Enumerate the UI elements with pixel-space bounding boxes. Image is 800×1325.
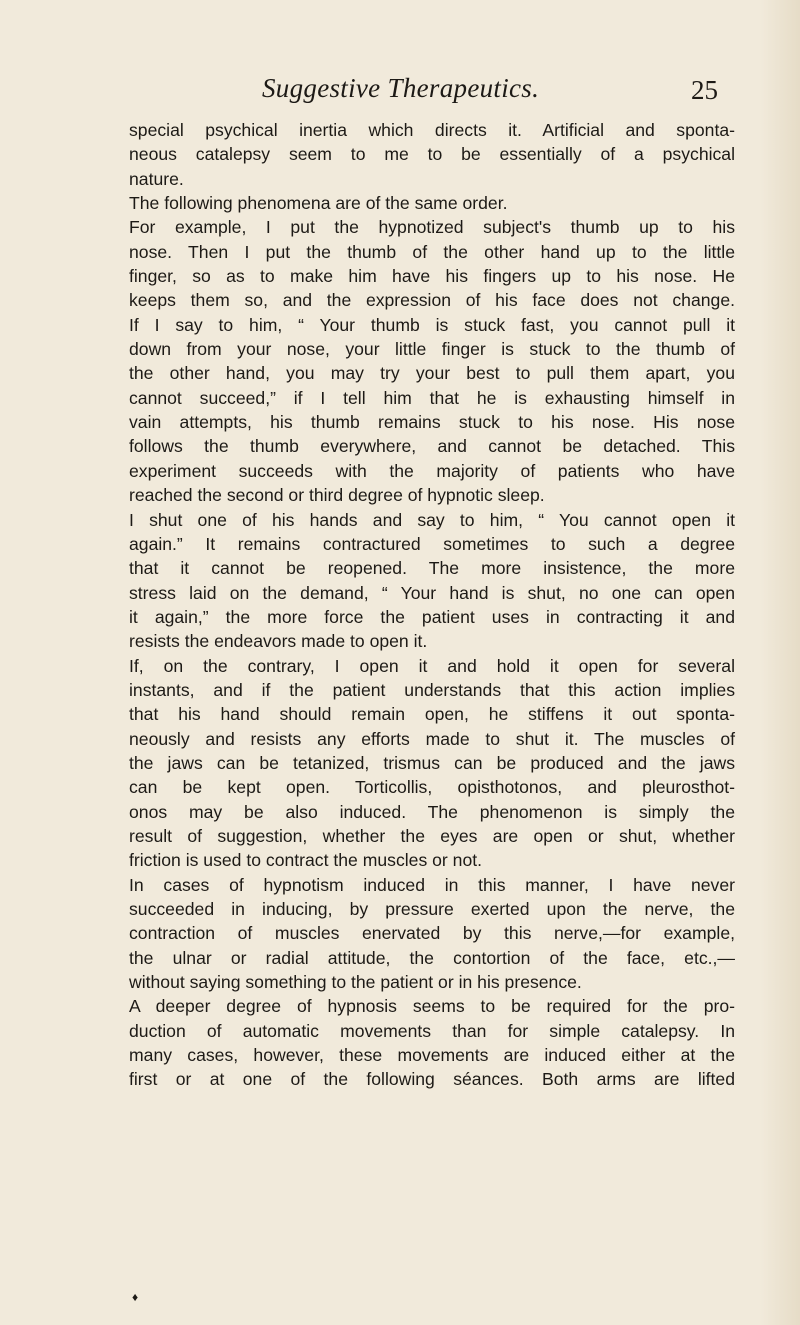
text-line: onos may be also induced. The phenomenon is simply the <box>129 801 735 822</box>
text-line: For example, I put the hypnotized subject's thumb up to his <box>129 217 735 238</box>
text-line: the other hand, you may try your best to pull them apart, you <box>129 363 735 384</box>
text-line: down from your nose, your little finger is stuck to the thumb of <box>129 339 735 360</box>
text-line: neously and resists any efforts made to shut it. The muscles of <box>129 728 735 749</box>
text-line: resists the endeavors made to open it. <box>129 631 428 652</box>
text-line: succeeded in inducing, by pressure exerted upon the nerve, the <box>129 899 735 919</box>
page-number: 25 <box>691 75 718 105</box>
body-text <box>129 118 735 1092</box>
text-line: many cases, however, these movements are induced either at the <box>129 1045 735 1066</box>
text-line: that it cannot be reopened. The more insistence, the more <box>129 558 735 579</box>
text-line: follows the thumb everywhere, and cannot be detached. This <box>129 436 735 457</box>
text-line: that his hand should remain open, he stiffens it out sponta- <box>129 704 735 725</box>
text-line: contraction of muscles enervated by this nerve,—for example, <box>129 923 735 944</box>
text-line: stress laid on the demand, “ Your hand is shut, no one can open <box>129 582 735 603</box>
text-line: the ulnar or radial attitude, the contortion of the face, etc.,— <box>129 947 735 968</box>
text-line: without saying something to the patient or in his presence. <box>129 972 582 993</box>
text-line: experiment succeeds with the majority of patients who have <box>129 460 735 481</box>
page-header <box>0 73 800 113</box>
text-line: finger, so as to make him have his fingers up to his nose. He <box>129 266 735 287</box>
text-line: neous catalepsy seem to me to be essentially of a psychical <box>129 144 735 165</box>
text-line: nose. Then I put the thumb of the other hand up to the little <box>129 241 735 262</box>
text-line: nature. <box>129 168 184 189</box>
text-line: The following phenomena are of the same order. <box>129 193 508 214</box>
text-line: If, on the contrary, I open it and hold it open for several <box>129 655 735 676</box>
text-line: it again,” the more force the patient uses in contracting it and <box>129 606 735 627</box>
text-line: A deeper degree of hypnosis seems to be required for the pro- <box>129 996 735 1017</box>
page-edge-shadow <box>760 0 800 1325</box>
signature-mark: ♦ <box>132 1290 139 1304</box>
text-line: first or at one of the following séances. Both arms are lifted <box>129 1069 735 1090</box>
text-line: cannot succeed,” if I tell him that he is exhausting himself in <box>129 387 735 408</box>
text-line: again.” It remains contractured sometimes to such a degree <box>129 533 735 554</box>
text-line: duction of automatic movements than for simple catalepsy. In <box>129 1020 735 1041</box>
text-line: the jaws can be tetanized, trismus can be produced and the jaws <box>129 752 735 773</box>
running-title: Suggestive Therapeutics. <box>262 73 540 103</box>
text-line: I shut one of his hands and say to him, “ You cannot open it <box>129 509 735 530</box>
text-line: instants, and if the patient understands that this action implies <box>129 679 735 700</box>
text-line: In cases of hypnotism induced in this manner, I have never <box>129 874 735 895</box>
text-line: result of suggestion, whether the eyes are open or shut, whether <box>129 825 735 846</box>
text-line: can be kept open. Torticollis, opisthotonos, and pleurosthot- <box>129 777 735 798</box>
text-line: If I say to him, “ Your thumb is stuck fast, you cannot pull it <box>129 314 735 335</box>
text-line: vain attempts, his thumb remains stuck to his nose. His nose <box>129 412 735 433</box>
text-line: friction is used to contract the muscles or not. <box>129 850 483 871</box>
text-line: keeps them so, and the expression of his face does not change. <box>129 290 735 311</box>
text-line: reached the second or third degree of hypnotic sleep. <box>129 485 545 506</box>
text-line: special psychical inertia which directs it. Artificial and sponta- <box>129 120 735 140</box>
